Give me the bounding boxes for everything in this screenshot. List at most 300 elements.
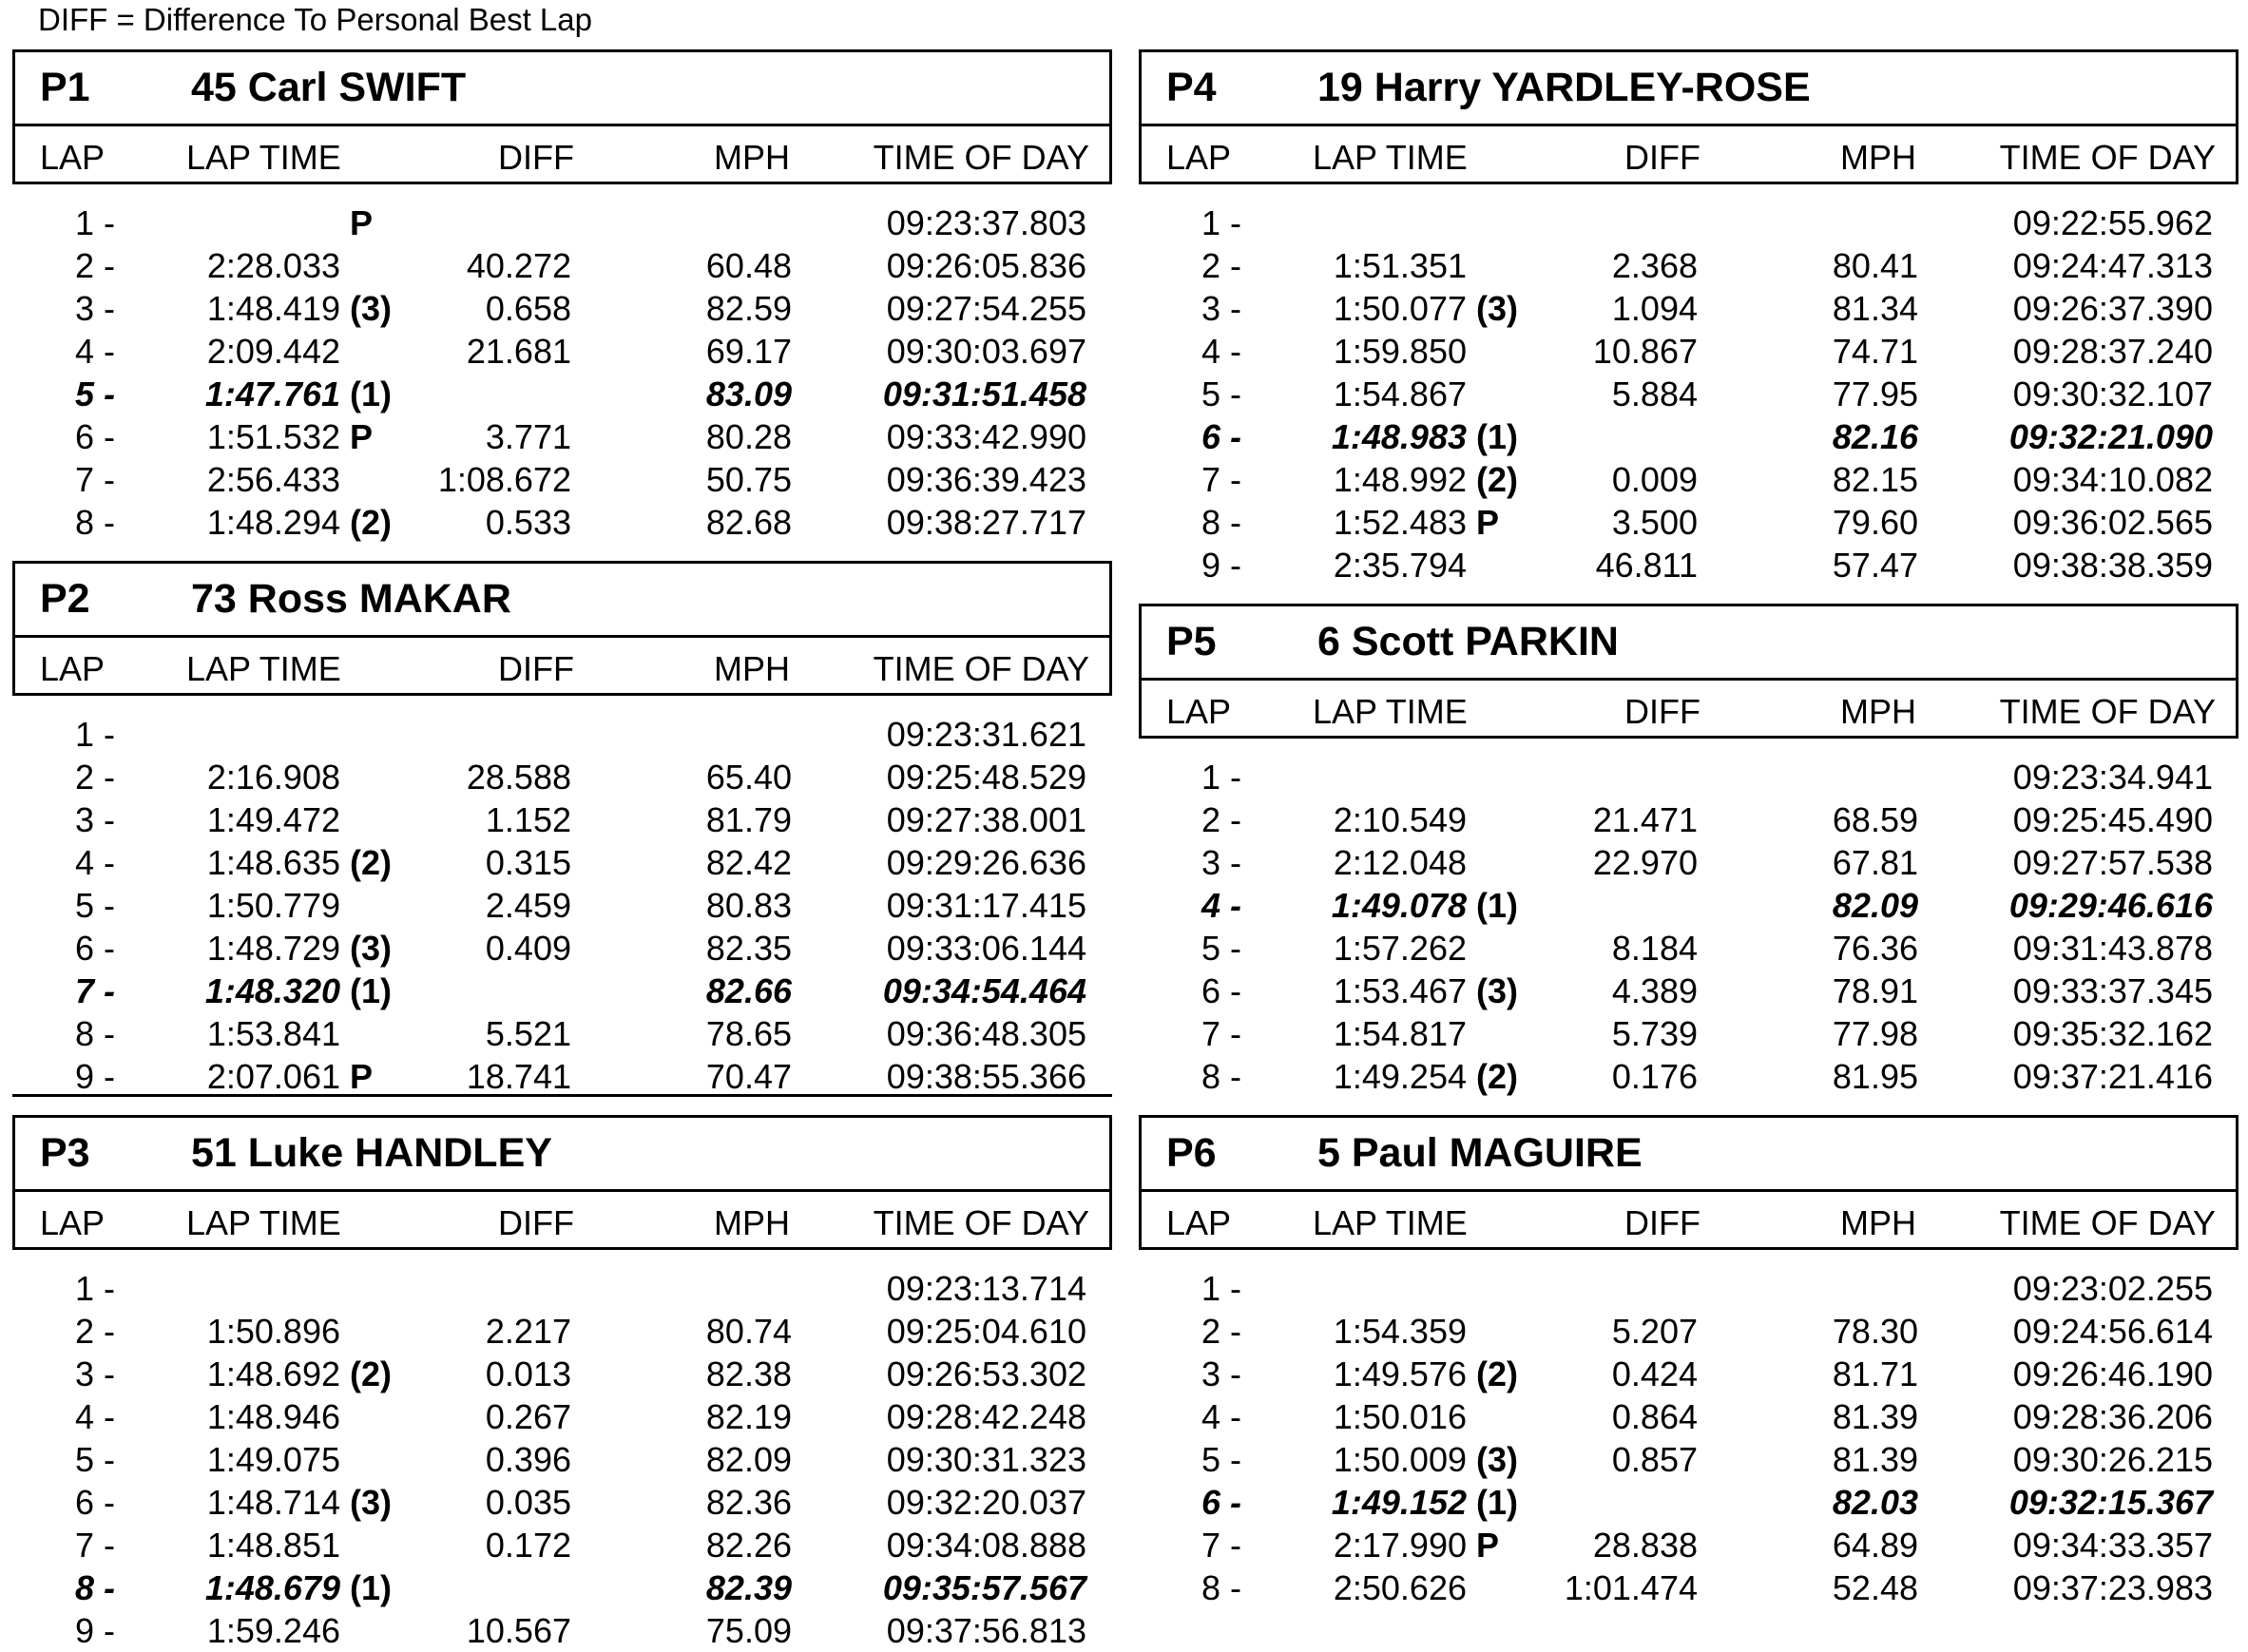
lap-time-of-day: 09:32:20.037 — [886, 1483, 1086, 1522]
lap-marker: (3) — [1476, 289, 1518, 328]
lap-time: 1:52.483 — [1333, 503, 1467, 542]
lap-row — [1139, 415, 2238, 458]
lap-number: 4 - — [1201, 1397, 1241, 1436]
lap-mph: 81.34 — [1832, 289, 1918, 328]
col-header-diff: DIFF — [1624, 692, 1700, 731]
lap-marker: (3) — [350, 929, 392, 968]
lap-time: 1:48.635 — [206, 843, 340, 882]
lap-diff: 8.184 — [1611, 929, 1698, 968]
lap-mph: 75.09 — [705, 1611, 792, 1650]
lap-time-of-day: 09:29:26.636 — [886, 843, 1086, 882]
lap-time-of-day: 09:27:38.001 — [886, 800, 1086, 839]
lap-number: 5 - — [1201, 375, 1241, 413]
lap-row — [12, 1310, 1112, 1353]
header-divider — [1142, 124, 2236, 126]
lap-time: 1:48.419 — [206, 289, 340, 328]
lap-row — [1139, 1438, 2238, 1481]
lap-mph: 82.15 — [1832, 460, 1918, 499]
col-header-lap-time: LAP TIME — [186, 138, 341, 177]
lap-diff: 28.838 — [1592, 1526, 1698, 1565]
lap-marker: (1) — [350, 971, 392, 1010]
lap-diff: 2.217 — [485, 1312, 571, 1351]
col-header-diff: DIFF — [498, 649, 574, 688]
position-label: P3 — [40, 1130, 90, 1176]
lap-number: 4 - — [74, 332, 115, 371]
lap-diff: 0.533 — [485, 503, 571, 542]
lap-number: 7 - — [1201, 1014, 1241, 1053]
lap-number: 3 - — [74, 800, 115, 839]
driver-name: 51 Luke HANDLEY — [191, 1130, 552, 1176]
lap-mph: 77.98 — [1832, 1014, 1918, 1053]
lap-row — [1139, 287, 2238, 330]
lap-mph: 82.09 — [1832, 886, 1918, 925]
lap-row — [12, 1438, 1112, 1481]
lap-diff: 22.970 — [1592, 843, 1698, 882]
lap-number: 6 - — [1201, 971, 1241, 1010]
lap-row — [1139, 501, 2238, 544]
col-header-time-of-day: TIME OF DAY — [873, 1203, 1089, 1242]
lap-row — [1139, 884, 2238, 927]
lap-marker: (1) — [1476, 1483, 1518, 1522]
header-divider — [15, 635, 1109, 638]
col-header-diff: DIFF — [498, 138, 574, 177]
lap-mph: 67.81 — [1832, 843, 1918, 882]
lap-time-of-day: 09:24:47.313 — [2012, 246, 2213, 285]
lap-mph: 77.95 — [1832, 375, 1918, 413]
lap-time-of-day: 09:28:36.206 — [2012, 1397, 2213, 1436]
col-header-time-of-day: TIME OF DAY — [1999, 1203, 2216, 1242]
lap-marker: P — [1476, 503, 1500, 542]
lap-number: 6 - — [74, 929, 115, 968]
col-header-lap: LAP — [1166, 692, 1232, 731]
lap-marker: (1) — [350, 1568, 392, 1607]
lap-diff: 0.315 — [485, 843, 571, 882]
lap-time: 1:48.983 — [1331, 417, 1467, 456]
lap-marker: (2) — [1476, 1354, 1518, 1393]
lap-number: 7 - — [1201, 1526, 1241, 1565]
lap-marker: (3) — [350, 289, 392, 328]
lap-row — [12, 287, 1112, 330]
lap-row — [12, 373, 1112, 415]
lap-row — [1139, 244, 2238, 287]
driver-header-box — [12, 1115, 1112, 1250]
lap-time: 1:50.779 — [206, 886, 340, 925]
lap-mph: 82.09 — [705, 1440, 792, 1479]
lap-time-of-day: 09:23:13.714 — [886, 1269, 1086, 1308]
lap-mph: 82.42 — [705, 843, 792, 882]
col-header-lap: LAP — [40, 1203, 106, 1242]
lap-row — [12, 501, 1112, 544]
lap-number: 3 - — [1201, 843, 1241, 882]
lap-number: 4 - — [74, 1397, 115, 1436]
col-header-mph: MPH — [714, 138, 790, 177]
position-label: P2 — [40, 576, 90, 622]
lap-row — [1139, 373, 2238, 415]
lap-time-of-day: 09:38:27.717 — [886, 503, 1086, 542]
lap-row — [12, 330, 1112, 373]
lap-time: 1:49.254 — [1333, 1057, 1467, 1096]
lap-row — [12, 713, 1112, 756]
lap-row — [1139, 202, 2238, 244]
lap-mph: 82.38 — [705, 1354, 792, 1393]
lap-number: 5 - — [74, 1440, 115, 1479]
lap-mph: 82.68 — [705, 503, 792, 542]
lap-mph: 78.30 — [1832, 1312, 1918, 1351]
lap-mph: 81.71 — [1832, 1354, 1918, 1393]
lap-mph: 57.47 — [1832, 546, 1918, 585]
lap-number: 4 - — [74, 843, 115, 882]
lap-time-of-day: 09:32:15.367 — [2008, 1483, 2213, 1522]
lap-diff: 0.409 — [485, 929, 571, 968]
col-header-time-of-day: TIME OF DAY — [1999, 692, 2216, 731]
lap-number: 8 - — [74, 1014, 115, 1053]
lap-time: 1:49.472 — [206, 800, 340, 839]
lap-time-of-day: 09:23:34.941 — [2012, 758, 2213, 797]
lap-mph: 82.19 — [705, 1397, 792, 1436]
lap-time-of-day: 09:36:39.423 — [886, 460, 1086, 499]
lap-time: 1:54.867 — [1333, 375, 1467, 413]
lap-row — [1139, 1395, 2238, 1438]
lap-row — [1139, 1524, 2238, 1566]
lap-diff: 0.009 — [1611, 460, 1698, 499]
header-divider — [15, 1189, 1109, 1192]
lap-mph: 82.39 — [705, 1568, 792, 1607]
lap-row — [12, 1055, 1112, 1098]
lap-row — [1139, 544, 2238, 586]
lap-number: 8 - — [1201, 1568, 1241, 1607]
lap-mph: 80.41 — [1832, 246, 1918, 285]
lap-diff: 1.152 — [485, 800, 571, 839]
driver-header-box — [12, 49, 1112, 184]
lap-number: 9 - — [1201, 546, 1241, 585]
header-divider — [1142, 678, 2236, 681]
lap-mph: 82.35 — [705, 929, 792, 968]
lap-time-of-day: 09:34:54.464 — [882, 971, 1086, 1010]
lap-number: 7 - — [74, 460, 115, 499]
lap-marker: (1) — [1476, 417, 1518, 456]
lap-number: 8 - — [74, 1568, 115, 1607]
lap-time-of-day: 09:22:55.962 — [2012, 203, 2213, 242]
lap-time-of-day: 09:26:37.390 — [2012, 289, 2213, 328]
lap-time-of-day: 09:34:08.888 — [886, 1526, 1086, 1565]
lap-number: 5 - — [1201, 929, 1241, 968]
legend-note: DIFF = Difference To Personal Best Lap — [38, 2, 592, 37]
lap-row — [12, 927, 1112, 970]
lap-diff: 1:01.474 — [1564, 1568, 1698, 1607]
driver-name: 45 Carl SWIFT — [191, 65, 467, 110]
lap-number: 9 - — [74, 1057, 115, 1096]
lap-mph: 82.16 — [1832, 417, 1918, 456]
lap-time-of-day: 09:38:55.366 — [886, 1057, 1086, 1096]
lap-time: 1:57.262 — [1333, 929, 1467, 968]
lap-row — [1139, 798, 2238, 841]
lap-time-of-day: 09:38:38.359 — [2012, 546, 2213, 585]
lap-number: 2 - — [74, 758, 115, 797]
lap-diff: 5.884 — [1611, 375, 1698, 413]
lap-time: 1:51.351 — [1333, 246, 1467, 285]
lap-diff: 0.658 — [485, 289, 571, 328]
lap-diff: 3.500 — [1611, 503, 1698, 542]
header-divider — [1142, 1189, 2236, 1192]
lap-mph: 78.91 — [1832, 971, 1918, 1010]
lap-number: 8 - — [1201, 503, 1241, 542]
lap-number: 2 - — [74, 246, 115, 285]
lap-row — [1139, 756, 2238, 798]
lap-time: 1:54.817 — [1333, 1014, 1467, 1053]
position-label: P5 — [1166, 619, 1217, 664]
lap-diff: 10.567 — [466, 1611, 571, 1650]
lap-diff: 46.811 — [1595, 546, 1698, 585]
position-label: P4 — [1166, 65, 1217, 110]
lap-number: 6 - — [1201, 417, 1241, 456]
col-header-lap-time: LAP TIME — [1313, 1203, 1468, 1242]
lap-time-of-day: 09:30:26.215 — [2012, 1440, 2213, 1479]
lap-mph: 80.83 — [705, 886, 792, 925]
col-header-diff: DIFF — [1624, 1203, 1700, 1242]
lap-number: 1 - — [74, 203, 115, 242]
lap-mph: 83.09 — [705, 375, 792, 413]
lap-marker: (1) — [350, 375, 392, 413]
lap-number: 5 - — [74, 375, 115, 413]
lap-time-of-day: 09:27:54.255 — [886, 289, 1086, 328]
lap-marker: P — [1476, 1526, 1500, 1565]
lap-row — [1139, 841, 2238, 884]
lap-mph: 82.03 — [1832, 1483, 1918, 1522]
lap-row — [12, 884, 1112, 927]
lap-time-of-day: 09:36:48.305 — [886, 1014, 1086, 1053]
lap-time-of-day: 09:33:42.990 — [886, 417, 1086, 456]
lap-row — [12, 1012, 1112, 1055]
lap-row — [1139, 330, 2238, 373]
lap-time-of-day: 09:25:04.610 — [886, 1312, 1086, 1351]
lap-row — [12, 244, 1112, 287]
lap-number: 2 - — [1201, 800, 1241, 839]
lap-row — [12, 841, 1112, 884]
lap-number: 2 - — [74, 1312, 115, 1351]
lap-diff: 0.864 — [1611, 1397, 1698, 1436]
lap-time: 2:50.626 — [1333, 1568, 1467, 1607]
lap-marker: (2) — [1476, 460, 1518, 499]
lap-diff: 4.389 — [1611, 971, 1698, 1010]
driver-header-box — [1139, 49, 2238, 184]
lap-mph: 78.65 — [705, 1014, 792, 1053]
col-header-time-of-day: TIME OF DAY — [1999, 138, 2216, 177]
lap-time: 1:48.692 — [206, 1354, 340, 1393]
col-header-lap-time: LAP TIME — [186, 1203, 341, 1242]
lap-row — [12, 970, 1112, 1012]
lap-diff: 0.013 — [485, 1354, 571, 1393]
lap-diff: 2.459 — [485, 886, 571, 925]
col-header-lap: LAP — [40, 138, 106, 177]
lap-time-of-day: 09:29:46.616 — [2008, 886, 2213, 925]
lap-row — [1139, 458, 2238, 501]
lap-number: 4 - — [1201, 332, 1241, 371]
lap-diff: 3.771 — [485, 417, 571, 456]
block-bottom-rule — [12, 1094, 1112, 1097]
driver-name: 5 Paul MAGUIRE — [1317, 1130, 1643, 1176]
col-header-mph: MPH — [1840, 138, 1916, 177]
lap-number: 2 - — [1201, 1312, 1241, 1351]
lap-time: 1:48.992 — [1333, 460, 1467, 499]
lap-time: 2:07.061 — [206, 1057, 340, 1096]
lap-marker: (2) — [350, 1354, 392, 1393]
position-label: P1 — [40, 65, 90, 110]
lap-number: 5 - — [1201, 1440, 1241, 1479]
lap-number: 4 - — [1201, 886, 1241, 925]
lap-mph: 69.17 — [705, 332, 792, 371]
col-header-diff: DIFF — [498, 1203, 574, 1242]
lap-diff: 10.867 — [1592, 332, 1698, 371]
lap-time-of-day: 09:26:46.190 — [2012, 1354, 2213, 1393]
lap-time: 1:48.294 — [206, 503, 340, 542]
lap-row — [1139, 1353, 2238, 1395]
lap-time-of-day: 09:24:56.614 — [2012, 1312, 2213, 1351]
driver-name: 19 Harry YARDLEY-ROSE — [1317, 65, 1811, 110]
lap-number: 8 - — [1201, 1057, 1241, 1096]
lap-diff: 0.857 — [1611, 1440, 1698, 1479]
lap-time-of-day: 09:37:56.813 — [886, 1611, 1086, 1650]
lap-time-of-day: 09:31:51.458 — [882, 375, 1086, 413]
lap-number: 3 - — [1201, 289, 1241, 328]
lap-mph: 70.47 — [705, 1057, 792, 1096]
driver-header-box — [12, 561, 1112, 696]
lap-mph: 81.79 — [705, 800, 792, 839]
lap-time: 1:48.679 — [204, 1568, 340, 1607]
lap-time: 2:35.794 — [1333, 546, 1467, 585]
lap-marker: (3) — [1476, 1440, 1518, 1479]
lap-time-of-day: 09:31:43.878 — [2012, 929, 2213, 968]
lap-time-of-day: 09:37:23.983 — [2012, 1568, 2213, 1607]
lap-marker: (2) — [1476, 1057, 1518, 1096]
col-header-lap: LAP — [1166, 138, 1232, 177]
lap-mph: 82.59 — [705, 289, 792, 328]
lap-diff: 18.741 — [466, 1057, 571, 1096]
lap-number: 9 - — [74, 1611, 115, 1650]
lap-time-of-day: 09:36:02.565 — [2012, 503, 2213, 542]
lap-number: 8 - — [74, 503, 115, 542]
lap-mph: 79.60 — [1832, 503, 1918, 542]
lap-diff: 0.424 — [1611, 1354, 1698, 1393]
lap-row — [12, 1267, 1112, 1310]
lap-time: 1:50.009 — [1333, 1440, 1467, 1479]
lap-row — [12, 756, 1112, 798]
lap-mph: 60.48 — [705, 246, 792, 285]
lap-time: 1:49.078 — [1331, 886, 1467, 925]
lap-diff: 2.368 — [1611, 246, 1698, 285]
driver-name: 6 Scott PARKIN — [1317, 619, 1619, 664]
lap-time: 2:17.990 — [1333, 1526, 1467, 1565]
lap-marker: P — [350, 203, 374, 242]
lap-row — [12, 1481, 1112, 1524]
lap-time: 1:54.359 — [1333, 1312, 1467, 1351]
lap-time-of-day: 09:23:31.621 — [886, 715, 1086, 754]
lap-time-of-day: 09:30:31.323 — [886, 1440, 1086, 1479]
lap-time-of-day: 09:34:10.082 — [2012, 460, 2213, 499]
col-header-mph: MPH — [1840, 1203, 1916, 1242]
lap-mph: 82.66 — [705, 971, 792, 1010]
lap-row — [1139, 927, 2238, 970]
lap-time: 1:47.761 — [204, 375, 340, 413]
lap-time-of-day: 09:33:37.345 — [2012, 971, 2213, 1010]
lap-number: 6 - — [1201, 1483, 1241, 1522]
lap-mph: 82.26 — [705, 1526, 792, 1565]
lap-time: 2:12.048 — [1333, 843, 1467, 882]
lap-marker: P — [350, 1057, 374, 1096]
lap-time: 2:56.433 — [206, 460, 340, 499]
lap-time-of-day: 09:25:45.490 — [2012, 800, 2213, 839]
lap-diff: 0.035 — [485, 1483, 571, 1522]
col-header-lap: LAP — [40, 649, 106, 688]
lap-time-of-day: 09:25:48.529 — [886, 758, 1086, 797]
lap-row — [1139, 970, 2238, 1012]
col-header-lap-time: LAP TIME — [1313, 692, 1468, 731]
lap-number: 7 - — [74, 1526, 115, 1565]
lap-diff: 0.267 — [485, 1397, 571, 1436]
header-divider — [15, 124, 1109, 126]
lap-time: 1:48.320 — [204, 971, 340, 1010]
lap-number: 1 - — [1201, 203, 1241, 242]
lap-mph: 80.28 — [705, 417, 792, 456]
lap-row — [1139, 1310, 2238, 1353]
lap-time: 2:28.033 — [206, 246, 340, 285]
driver-name: 73 Ross MAKAR — [191, 576, 511, 622]
lap-time: 1:50.016 — [1333, 1397, 1467, 1436]
lap-number: 3 - — [74, 1354, 115, 1393]
lap-number: 7 - — [74, 971, 115, 1010]
lap-time-of-day: 09:34:33.357 — [2012, 1526, 2213, 1565]
lap-mph: 81.39 — [1832, 1397, 1918, 1436]
lap-marker: (2) — [350, 843, 392, 882]
lap-number: 3 - — [1201, 1354, 1241, 1393]
lap-time-of-day: 09:37:21.416 — [2012, 1057, 2213, 1096]
lap-time: 2:10.549 — [1333, 800, 1467, 839]
lap-time: 2:16.908 — [206, 758, 340, 797]
lap-time: 1:49.576 — [1333, 1354, 1467, 1393]
lap-time-of-day: 09:35:57.567 — [882, 1568, 1086, 1607]
lap-marker: (2) — [350, 503, 392, 542]
lap-mph: 52.48 — [1832, 1568, 1918, 1607]
lap-number: 1 - — [74, 715, 115, 754]
lap-diff: 28.588 — [466, 758, 571, 797]
lap-time: 1:49.152 — [1331, 1483, 1467, 1522]
col-header-mph: MPH — [714, 649, 790, 688]
lap-row — [1139, 1055, 2238, 1098]
lap-diff: 5.521 — [485, 1014, 571, 1053]
lap-row — [1139, 1481, 2238, 1524]
col-header-time-of-day: TIME OF DAY — [873, 649, 1089, 688]
lap-row — [12, 1524, 1112, 1566]
lap-diff: 1:08.672 — [437, 460, 571, 499]
lap-row — [12, 415, 1112, 458]
lap-time: 1:48.729 — [206, 929, 340, 968]
lap-time-of-day: 09:23:02.255 — [2012, 1269, 2213, 1308]
lap-number: 1 - — [1201, 1269, 1241, 1308]
lap-time-of-day: 09:28:37.240 — [2012, 332, 2213, 371]
lap-mph: 65.40 — [705, 758, 792, 797]
lap-mph: 76.36 — [1832, 929, 1918, 968]
lap-number: 1 - — [74, 1269, 115, 1308]
lap-row — [12, 1353, 1112, 1395]
lap-mph: 80.74 — [705, 1312, 792, 1351]
lap-diff: 0.172 — [485, 1526, 571, 1565]
lap-time: 1:51.532 — [206, 417, 340, 456]
lap-time-of-day: 09:27:57.538 — [2012, 843, 2213, 882]
lap-time-of-day: 09:30:32.107 — [2012, 375, 2213, 413]
lap-row — [1139, 1012, 2238, 1055]
lap-number: 1 - — [1201, 758, 1241, 797]
lap-time: 1:59.246 — [206, 1611, 340, 1650]
lap-time-of-day: 09:32:21.090 — [2008, 417, 2213, 456]
